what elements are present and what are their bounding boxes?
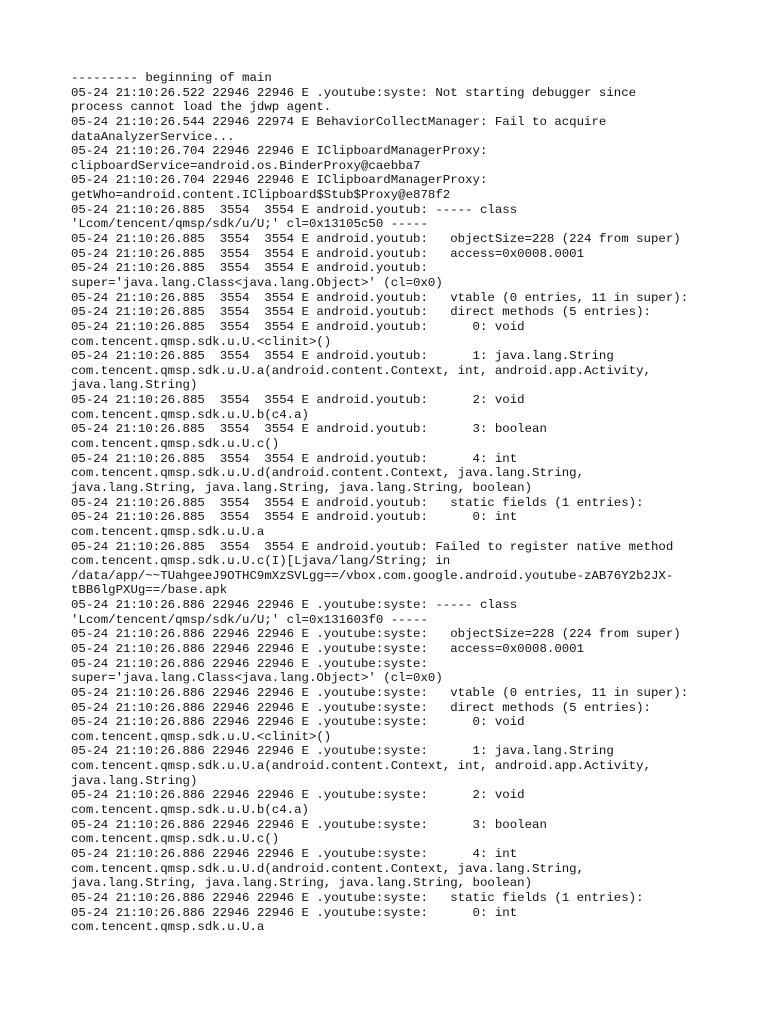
log-line: 05-24 21:10:26.886 22946 22946 E .youtube:syste: direct methods (5 entries):	[71, 700, 651, 715]
log-line: 05-24 21:10:26.885 3554 3554 E android.youtub: Failed to register native method	[71, 539, 674, 554]
log-line: 05-24 21:10:26.885 3554 3554 E android.youtub: 0: int	[71, 510, 518, 525]
log-line: 05-24 21:10:26.886 22946 22946 E .youtube:syste: 3: boolean	[71, 817, 547, 832]
log-line: com.tencent.qmsp.sdk.u.U.c()	[71, 832, 280, 847]
log-line: com.tencent.qmsp.sdk.u.U.a	[71, 920, 265, 935]
log-line: 05-24 21:10:26.704 22946 22946 E IClipboardManagerProxy:	[71, 173, 488, 188]
log-line: 05-24 21:10:26.886 22946 22946 E .youtube:syste: 1: java.lang.String	[71, 744, 614, 759]
log-line: java.lang.String, java.lang.String, java.lang.String, boolean)	[71, 876, 533, 891]
log-line: java.lang.String)	[71, 773, 198, 788]
log-line: 05-24 21:10:26.704 22946 22946 E IClipboardManagerProxy:	[71, 144, 488, 159]
log-line: com.tencent.qmsp.sdk.u.U.<clinit>()	[71, 334, 332, 349]
log-line: 05-24 21:10:26.885 3554 3554 E android.youtub:	[71, 261, 428, 276]
log-line: 05-24 21:10:26.886 22946 22946 E .youtube:syste: ----- class	[71, 598, 518, 613]
log-line: 05-24 21:10:26.522 22946 22946 E .youtube:syste: Not starting debugger since	[71, 85, 637, 100]
log-line: 'Lcom/tencent/qmsp/sdk/u/U;' cl=0x131603f0 -----	[71, 612, 428, 627]
log-line: com.tencent.qmsp.sdk.u.U.a(android.content.Context, int, android.app.Activity,	[71, 759, 651, 774]
log-line: com.tencent.qmsp.sdk.u.U.<clinit>()	[71, 729, 332, 744]
log-line: 05-24 21:10:26.886 22946 22946 E .youtube:syste: access=0x0008.0001	[71, 641, 585, 656]
log-line: java.lang.String)	[71, 378, 198, 393]
log-line: com.tencent.qmsp.sdk.u.U.c()	[71, 437, 280, 452]
log-line: com.tencent.qmsp.sdk.u.U.c(I)[Ljava/lang/String; in	[71, 554, 451, 569]
log-line: com.tencent.qmsp.sdk.u.U.b(c4.a)	[71, 407, 309, 422]
log-line: 05-24 21:10:26.885 3554 3554 E android.youtub: vtable (0 entries, 11 in super):	[71, 290, 689, 305]
log-line: dataAnalyzerService...	[71, 129, 235, 144]
log-line: getWho=android.content.IClipboard$Stub$Proxy@e878f2	[71, 188, 451, 203]
log-line: 'Lcom/tencent/qmsp/sdk/u/U;' cl=0x13105c50 -----	[71, 217, 428, 232]
log-line: 05-24 21:10:26.886 22946 22946 E .youtube:syste: 2: void	[71, 788, 525, 803]
log-line: 05-24 21:10:26.544 22946 22974 E BehaviorCollectManager: Fail to acquire	[71, 114, 607, 129]
log-document	[71, 71, 751, 935]
log-line: clipboardService=android.os.BinderProxy@caebba7	[71, 158, 421, 173]
log-line: com.tencent.qmsp.sdk.u.U.a(android.content.Context, int, android.app.Activity,	[71, 363, 651, 378]
log-line: com.tencent.qmsp.sdk.u.U.d(android.content.Context, java.lang.String,	[71, 861, 585, 876]
log-line: 05-24 21:10:26.886 22946 22946 E .youtube:syste: static fields (1 entries):	[71, 890, 644, 905]
log-line: com.tencent.qmsp.sdk.u.U.d(android.content.Context, java.lang.String,	[71, 466, 585, 481]
log-line: 05-24 21:10:26.885 3554 3554 E android.youtub: access=0x0008.0001	[71, 246, 585, 261]
log-line: 05-24 21:10:26.886 22946 22946 E .youtube:syste: vtable (0 entries, 11 in super):	[71, 685, 689, 700]
log-line: super='java.lang.Class<java.lang.Object>' (cl=0x0)	[71, 275, 443, 290]
log-line: 05-24 21:10:26.886 22946 22946 E .youtube:syste: objectSize=228 (224 from super)	[71, 627, 681, 642]
log-line: 05-24 21:10:26.885 3554 3554 E android.youtub: ----- class	[71, 202, 518, 217]
log-line: 05-24 21:10:26.885 3554 3554 E android.youtub: objectSize=228 (224 from super)	[71, 232, 681, 247]
log-line: /data/app/~~TUahgeeJ9OTHC9mXzSVLgg==/vbox.com.google.android.youtube-zAB76Y2b2JX-	[71, 568, 674, 583]
log-body	[71, 71, 751, 935]
log-line: 05-24 21:10:26.885 3554 3554 E android.youtub: 4: int	[71, 451, 518, 466]
log-line: super='java.lang.Class<java.lang.Object>' (cl=0x0)	[71, 671, 443, 686]
log-line: 05-24 21:10:26.885 3554 3554 E android.youtub: direct methods (5 entries):	[71, 305, 651, 320]
log-line: 05-24 21:10:26.885 3554 3554 E android.youtub: static fields (1 entries):	[71, 495, 644, 510]
log-line: com.tencent.qmsp.sdk.u.U.a	[71, 524, 265, 539]
log-line: com.tencent.qmsp.sdk.u.U.b(c4.a)	[71, 803, 309, 818]
log-line: 05-24 21:10:26.885 3554 3554 E android.youtub: 3: boolean	[71, 422, 547, 437]
log-line: 05-24 21:10:26.886 22946 22946 E .youtube:syste:	[71, 656, 428, 671]
log-line: 05-24 21:10:26.886 22946 22946 E .youtube:syste: 0: void	[71, 715, 525, 730]
log-line: process cannot load the jdwp agent.	[71, 100, 332, 115]
log-line: --------- beginning of main	[71, 71, 272, 85]
log-line: tBB6lgPXUg==/base.apk	[71, 583, 228, 598]
log-line: 05-24 21:10:26.886 22946 22946 E .youtube:syste: 4: int	[71, 846, 518, 861]
log-line: java.lang.String, java.lang.String, java.lang.String, boolean)	[71, 480, 533, 495]
log-line: 05-24 21:10:26.885 3554 3554 E android.youtub: 1: java.lang.String	[71, 349, 614, 364]
log-line: 05-24 21:10:26.886 22946 22946 E .youtube:syste: 0: int	[71, 905, 518, 920]
log-line: 05-24 21:10:26.885 3554 3554 E android.youtub: 2: void	[71, 393, 525, 408]
log-line: 05-24 21:10:26.885 3554 3554 E android.youtub: 0: void	[71, 319, 525, 334]
